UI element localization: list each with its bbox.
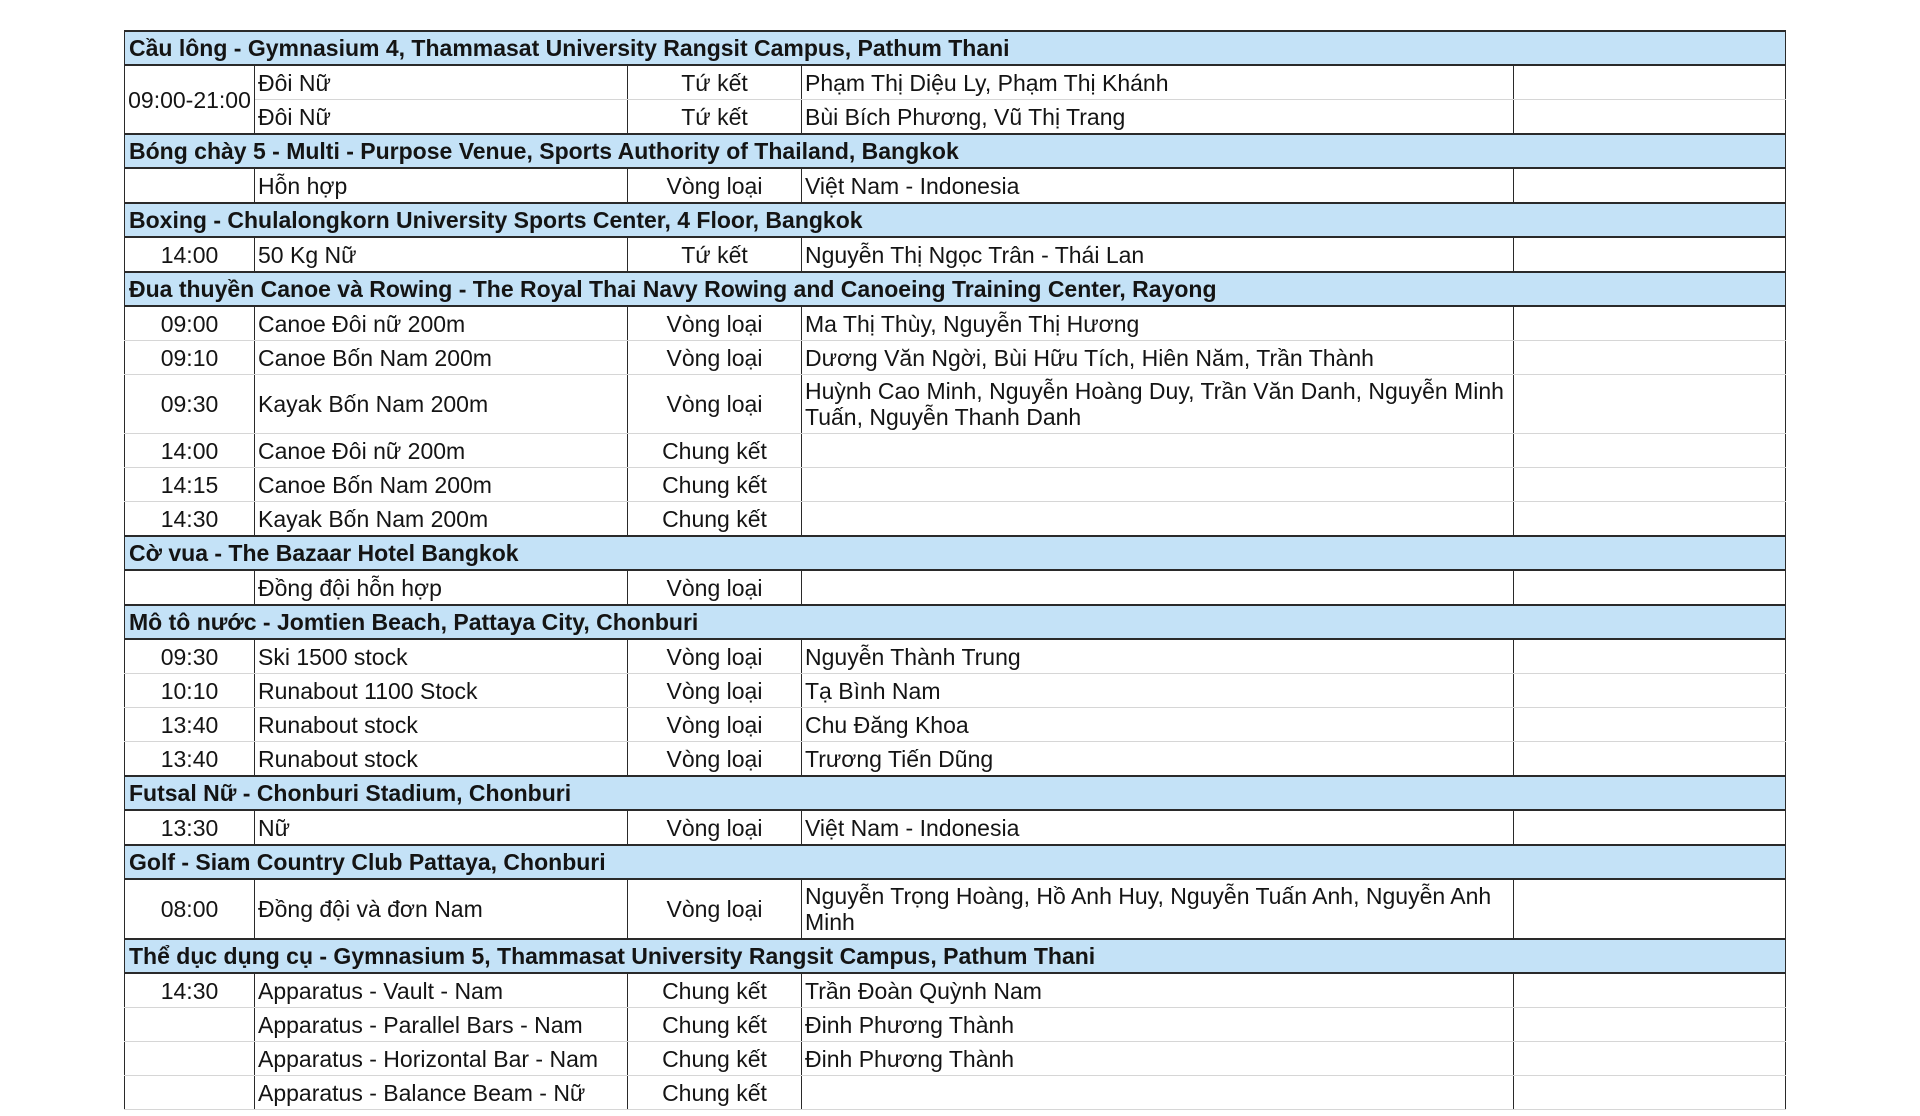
athletes-cell: Tạ Bình Nam [802,674,1514,708]
venue-title: Thể dục dụng cụ - Gymnasium 5, Thammasat University Rangsit Campus, Pathum Thani [125,939,1786,973]
table-row [125,502,1786,537]
venue-header [125,272,1786,306]
athletes-cell: Trương Tiến Dũng [802,742,1514,777]
time-cell: 13:30 [125,810,255,845]
table-row [125,237,1786,272]
time-cell: 09:30 [125,375,255,434]
athletes-cell: Phạm Thị Diệu Ly, Phạm Thị Khánh [802,65,1514,100]
time-cell: 09:00-21:00 [125,65,255,134]
blank-cell [1514,1008,1786,1042]
round-cell: Tứ kết [628,65,802,100]
time-cell [125,570,255,605]
venue-title: Golf - Siam Country Club Pattaya, Chonburi [125,845,1786,879]
venue-title: Futsal Nữ - Chonburi Stadium, Chonburi [125,776,1786,810]
blank-cell [1514,65,1786,100]
round-cell: Vòng loại [628,375,802,434]
schedule-table [124,30,1786,1110]
blank-cell [1514,237,1786,272]
table-row [125,639,1786,674]
blank-cell [1514,434,1786,468]
athletes-cell: Nguyễn Thành Trung [802,639,1514,674]
event-cell: Canoe Bốn Nam 200m [255,468,628,502]
table-row [125,1008,1786,1042]
event-cell: Đồng đội hỗn hợp [255,570,628,605]
table-row [125,468,1786,502]
time-cell: 09:00 [125,306,255,341]
table-row [125,1076,1786,1110]
venue-header [125,845,1786,879]
event-cell: Apparatus - Horizontal Bar - Nam [255,1042,628,1076]
table-row [125,375,1786,434]
time-cell [125,1076,255,1110]
round-cell: Chung kết [628,1042,802,1076]
blank-cell [1514,973,1786,1008]
event-cell: Apparatus - Parallel Bars - Nam [255,1008,628,1042]
table-row [125,879,1786,939]
blank-cell [1514,468,1786,502]
blank-cell [1514,879,1786,939]
round-cell: Chung kết [628,434,802,468]
table-row [125,100,1786,135]
round-cell: Tứ kết [628,237,802,272]
event-cell: Đôi Nữ [255,65,628,100]
time-cell: 14:15 [125,468,255,502]
venue-title: Cờ vua - The Bazaar Hotel Bangkok [125,536,1786,570]
time-cell: 13:40 [125,708,255,742]
event-cell: Apparatus - Balance Beam - Nữ [255,1076,628,1110]
blank-cell [1514,639,1786,674]
athletes-cell: Đinh Phương Thành [802,1042,1514,1076]
blank-cell [1514,502,1786,537]
event-cell: Nữ [255,810,628,845]
blank-cell [1514,1076,1786,1110]
athletes-cell: Chu Đăng Khoa [802,708,1514,742]
round-cell: Vòng loại [628,168,802,203]
time-cell: 14:00 [125,434,255,468]
athletes-cell: Nguyễn Thị Ngọc Trân - Thái Lan [802,237,1514,272]
round-cell: Vòng loại [628,306,802,341]
time-cell: 09:10 [125,341,255,375]
table-row [125,742,1786,777]
blank-cell [1514,306,1786,341]
event-cell: 50 Kg Nữ [255,237,628,272]
table-row [125,1042,1786,1076]
event-cell: Runabout stock [255,742,628,777]
athletes-cell: Việt Nam - Indonesia [802,810,1514,845]
venue-header [125,203,1786,237]
table-row [125,65,1786,100]
event-cell: Runabout 1100 Stock [255,674,628,708]
time-cell: 10:10 [125,674,255,708]
table-row [125,570,1786,605]
venue-title: Cầu lông - Gymnasium 4, Thammasat University Rangsit Campus, Pathum Thani [125,31,1786,65]
round-cell: Tứ kết [628,100,802,135]
event-cell: Đồng đội và đơn Nam [255,879,628,939]
round-cell: Chung kết [628,468,802,502]
time-cell: 13:40 [125,742,255,777]
event-cell: Kayak Bốn Nam 200m [255,502,628,537]
blank-cell [1514,168,1786,203]
event-cell: Runabout stock [255,708,628,742]
blank-cell [1514,570,1786,605]
athletes-cell: Trần Đoàn Quỳnh Nam [802,973,1514,1008]
round-cell: Chung kết [628,502,802,537]
blank-cell [1514,708,1786,742]
venue-header [125,31,1786,65]
event-cell: Canoe Đôi nữ 200m [255,306,628,341]
blank-cell [1514,100,1786,135]
table-row [125,306,1786,341]
time-cell [125,1008,255,1042]
table-row [125,674,1786,708]
time-cell: 09:30 [125,639,255,674]
venue-title: Mô tô nước - Jomtien Beach, Pattaya City, Chonburi [125,605,1786,639]
athletes-cell: Nguyễn Trọng Hoàng, Hồ Anh Huy, Nguyễn Tuấn Anh, Nguyễn Anh Minh [802,879,1514,939]
athletes-cell: Việt Nam - Indonesia [802,168,1514,203]
event-cell: Kayak Bốn Nam 200m [255,375,628,434]
table-row [125,434,1786,468]
athletes-cell [802,434,1514,468]
venue-title: Đua thuyền Canoe và Rowing - The Royal Thai Navy Rowing and Canoeing Training Center, Rayong [125,272,1786,306]
venue-header [125,605,1786,639]
round-cell: Vòng loại [628,639,802,674]
athletes-cell [802,502,1514,537]
athletes-cell: Bùi Bích Phương, Vũ Thị Trang [802,100,1514,135]
round-cell: Vòng loại [628,708,802,742]
round-cell: Chung kết [628,1076,802,1110]
time-cell: 14:30 [125,502,255,537]
round-cell: Vòng loại [628,879,802,939]
athletes-cell: Huỳnh Cao Minh, Nguyễn Hoàng Duy, Trần Văn Danh, Nguyễn Minh Tuấn, Nguyễn Thanh Danh [802,375,1514,434]
event-cell: Ski 1500 stock [255,639,628,674]
time-cell [125,168,255,203]
venue-header [125,536,1786,570]
blank-cell [1514,1042,1786,1076]
table-row [125,341,1786,375]
athletes-cell [802,1076,1514,1110]
venue-header [125,776,1786,810]
athletes-cell: Đinh Phương Thành [802,1008,1514,1042]
round-cell: Vòng loại [628,341,802,375]
round-cell: Vòng loại [628,674,802,708]
athletes-cell: Ma Thị Thùy, Nguyễn Thị Hương [802,306,1514,341]
athletes-cell [802,468,1514,502]
athletes-cell: Dương Văn Ngời, Bùi Hữu Tích, Hiên Năm, Trần Thành [802,341,1514,375]
round-cell: Chung kết [628,1008,802,1042]
event-cell: Apparatus - Vault - Nam [255,973,628,1008]
round-cell: Vòng loại [628,742,802,777]
round-cell: Vòng loại [628,810,802,845]
blank-cell [1514,341,1786,375]
time-cell: 14:00 [125,237,255,272]
table-row [125,810,1786,845]
event-cell: Canoe Đôi nữ 200m [255,434,628,468]
blank-cell [1514,674,1786,708]
venue-header [125,939,1786,973]
table-row [125,973,1786,1008]
time-cell [125,1042,255,1076]
time-cell: 14:30 [125,973,255,1008]
blank-cell [1514,810,1786,845]
table-row [125,168,1786,203]
event-cell: Đôi Nữ [255,100,628,135]
venue-title: Boxing - Chulalongkorn University Sports Center, 4 Floor, Bangkok [125,203,1786,237]
time-cell: 08:00 [125,879,255,939]
athletes-cell [802,570,1514,605]
blank-cell [1514,742,1786,777]
round-cell: Chung kết [628,973,802,1008]
venue-title: Bóng chày 5 - Multi - Purpose Venue, Sports Authority of Thailand, Bangkok [125,134,1786,168]
round-cell: Vòng loại [628,570,802,605]
venue-header [125,134,1786,168]
table-row [125,708,1786,742]
blank-cell [1514,375,1786,434]
event-cell: Canoe Bốn Nam 200m [255,341,628,375]
event-cell: Hỗn hợp [255,168,628,203]
